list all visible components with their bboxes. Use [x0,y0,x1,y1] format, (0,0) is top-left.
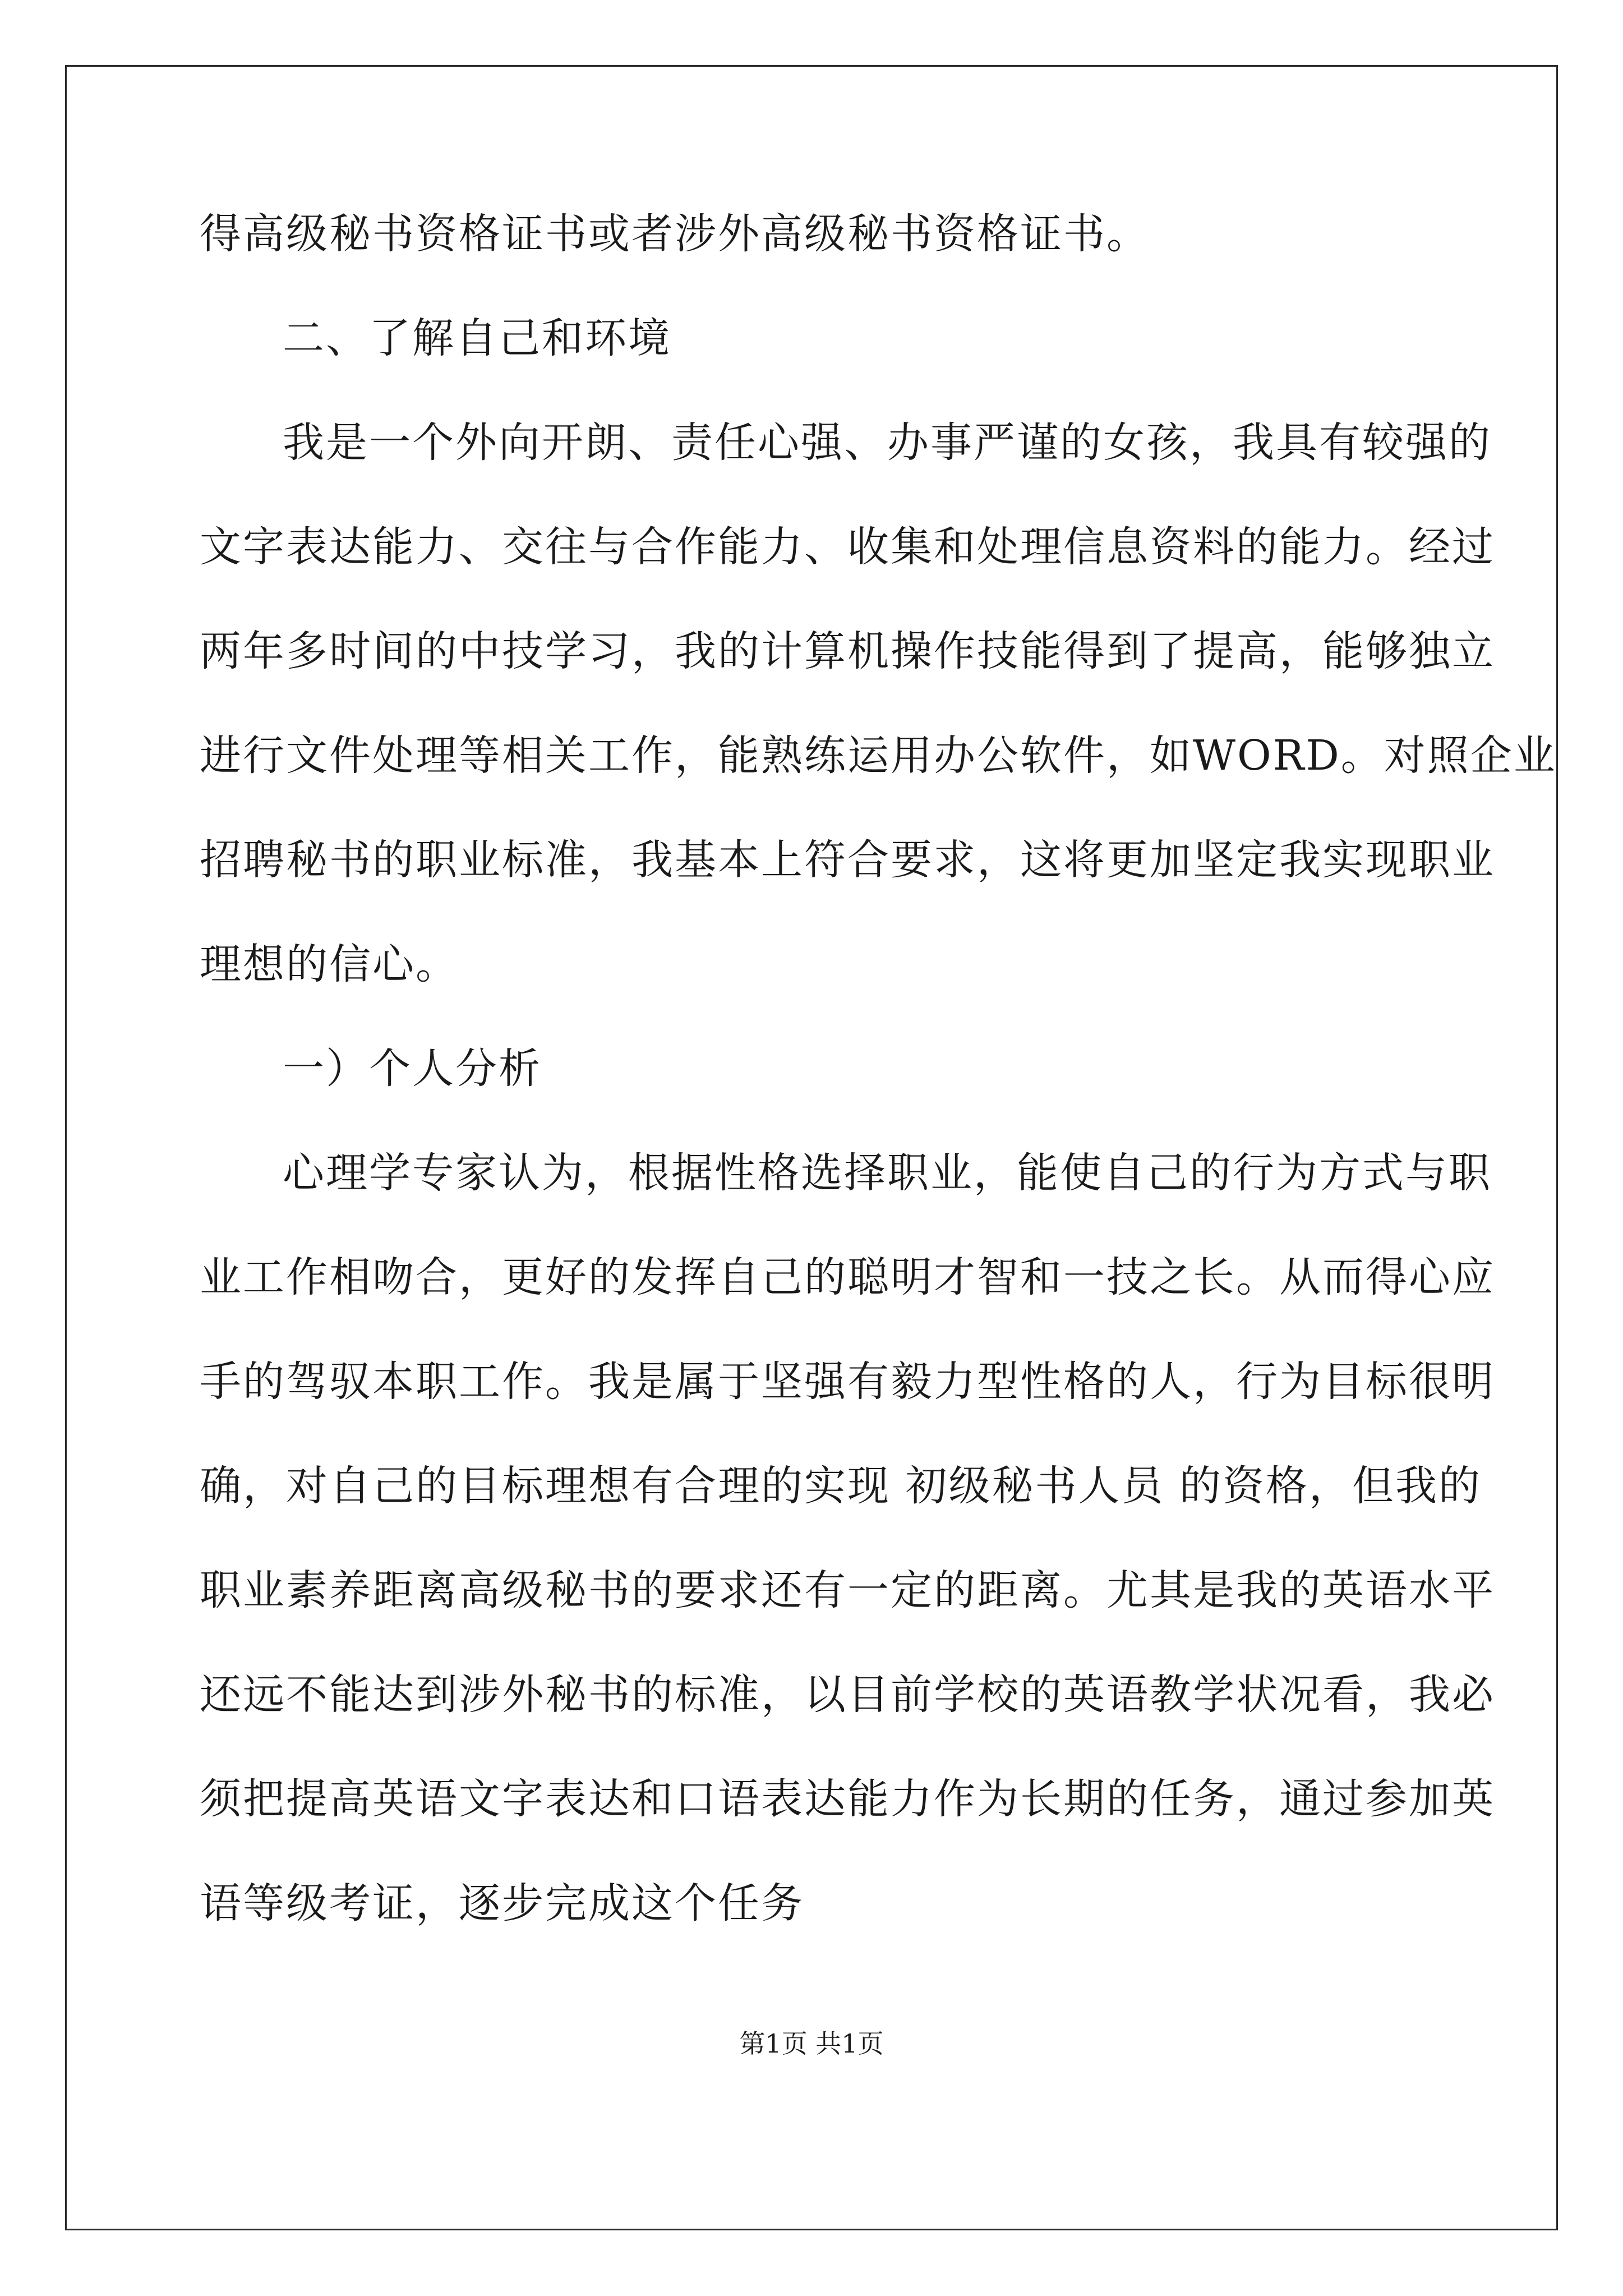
paragraph-first-line: 心理学专家认为，根据性格选择职业，能使自己的行为方式与职 [283,1149,1492,1197]
text-line: 文字表达能力、交往与合作能力、收集和处理信息资料的能力。经过 [200,523,1495,571]
text-line: 职业素养距离高级秘书的要求还有一定的距离。尤其是我的英语水平 [200,1566,1495,1614]
text-line: 业工作相吻合，更好的发挥自己的聪明才智和一技之长。从而得心应 [200,1253,1495,1301]
text-line: 语等级考证，逐步完成这个任务 [200,1879,804,1927]
text-line: 得高级秘书资格证书或者涉外高级秘书资格证书。 [200,210,1150,258]
paragraph-first-line: 我是一个外向开朗、责任心强、办事严谨的女孩，我具有较强的 [283,418,1492,467]
text-line: 确，对自己的目标理想有合理的实现 初级秘书人员 的资格，但我的 [200,1462,1482,1510]
text-line: 两年多时间的中技学习，我的计算机操作技能得到了提高，能够独立 [200,627,1495,675]
text-line: 手的驾驭本职工作。我是属于坚强有毅力型性格的人，行为目标很明 [200,1358,1495,1406]
text-line: 还远不能达到涉外秘书的标准，以目前学校的英语教学状况看，我必 [200,1671,1495,1719]
text-line: 须把提高英语文字表达和口语表达能力作为长期的任务，通过参加英 [200,1775,1495,1823]
text-line: 理想的信心。 [200,940,459,988]
subsection-heading: 一）个人分析 [283,1045,542,1093]
text-line: 招聘秘书的职业标准，我基本上符合要求，这将更加坚定我实现职业 [200,836,1495,884]
text-line: 进行文件处理等相关工作，能熟练运用办公软件，如WORD。对照企业 [200,731,1557,780]
section-heading: 二、了解自己和环境 [283,314,671,362]
page-footer: 第1页 共1页 [739,2028,884,2059]
